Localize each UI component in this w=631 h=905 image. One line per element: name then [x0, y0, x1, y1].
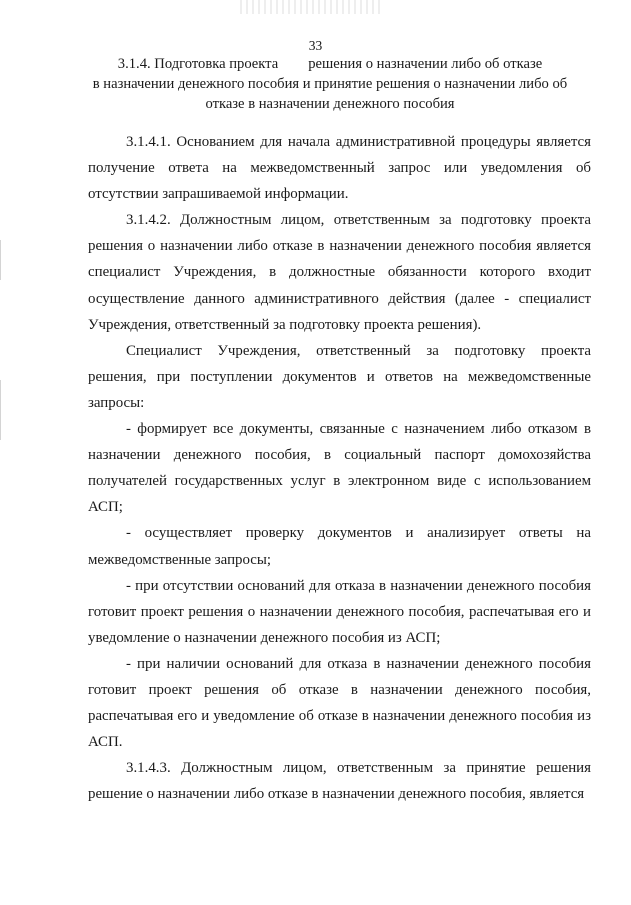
scan-edge-mark — [0, 240, 7, 280]
document-body — [88, 129, 591, 807]
list-item-prepares-refusal: - при наличии оснований для отказа в назначении денежного пособия готовит проект решения об отказе в назначении денежного пособия, распечатывая его и уведомление об отказе в назначении денежного пособия из АСП. — [88, 655, 591, 751]
list-item-forms-documents: - формирует все документы, связанные с назначением либо отказом в назначении денежного пособия, в социальный паспорт домохозяйства получателей государственных услуг в электронном виде с использованием АСП; — [88, 421, 591, 516]
heading-line-3: отказе в назначении денежного пособия — [205, 96, 455, 112]
section-heading — [60, 54, 600, 114]
heading-line-1-part-a: 3.1.4. Подготовка проекта — [117, 56, 279, 72]
paragraph-specialist-intro: Специалист Учреждения, ответственный за подготовку проекта решения, при поступлении документов и ответов на межведомственные запросы: — [88, 342, 591, 411]
paragraph-3-1-4-2: 3.1.4.2. Должностным лицом, ответственным за подготовку проекта решения о назначении либо отказе в назначении денежного пособия является специалист Учреждения, в должностные обязанности которого входит осуществление данного административного действия (далее - специалист Учреждения, ответственный за подготовку проекта решения). — [88, 212, 591, 333]
scan-edge-mark — [0, 380, 7, 440]
heading-line-2: в назначении денежного пособия и принятие решения о назначении либо об — [92, 76, 568, 92]
paragraph-3-1-4-3: 3.1.4.3. Должностным лицом, ответственным за принятие решения решение о назначении либо отказе в назначении денежного пособия, является — [88, 760, 591, 803]
scan-artifact — [240, 0, 380, 14]
list-item-prepares-approval: - при отсутствии оснований для отказа в назначении денежного пособия готовит проект решения о назначении денежного пособия, распечатывая его и уведомление о назначении денежного пособия из АСП; — [88, 577, 591, 646]
page-number: 33 — [308, 38, 323, 53]
paragraph-3-1-4-1: 3.1.4.1. Основанием для начала административной процедуры является получение ответа на межведомственный запрос или уведомления об отсутствии запрашиваемой информации. — [88, 134, 591, 203]
heading-line-1 — [60, 54, 600, 74]
list-item-checks-documents: - осуществляет проверку документов и анализирует ответы на межведомственные запросы; — [88, 525, 591, 568]
heading-line-1-part-b: решения о назначении либо об отказе — [308, 56, 543, 72]
